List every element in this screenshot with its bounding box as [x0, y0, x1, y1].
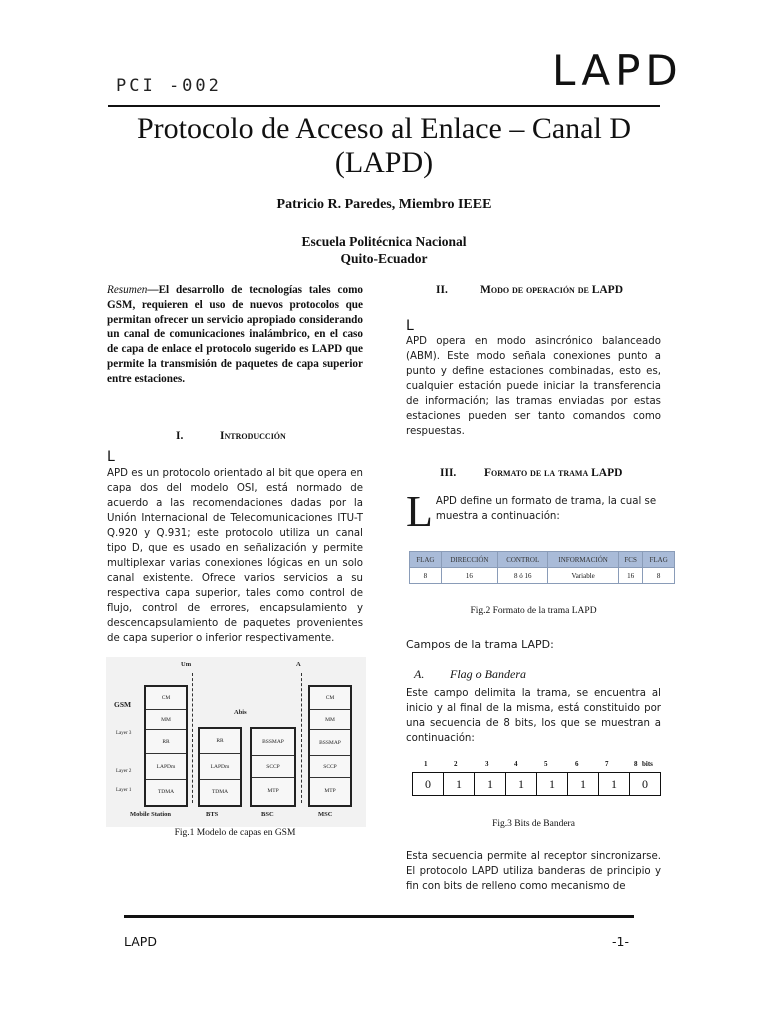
msc-mtp: MTP — [310, 777, 350, 804]
abstract — [107, 283, 363, 387]
label-a: A — [296, 661, 301, 668]
bit-position: 4 — [514, 760, 518, 768]
subsection-title: Flag o Bandera — [450, 667, 526, 681]
campos-heading: Campos de la trama LAPD: — [406, 638, 554, 651]
bit-position: 7 — [605, 760, 609, 768]
stack-bts — [198, 727, 242, 807]
header-title: LAPD — [552, 46, 683, 95]
initial-letter: L — [406, 318, 414, 334]
frame-value-cell: 8 ó 16 — [498, 568, 548, 584]
header-rule — [108, 105, 660, 107]
fig3-caption: Fig.3 Bits de Bandera — [492, 819, 575, 829]
stack-bsc — [250, 727, 296, 807]
final-paragraph: Esta secuencia permite al receptor sincronizarse. El protocolo LAPD utiliza banderas de principio y fin con bits de relleno como mecanismo de — [406, 851, 661, 892]
bit-position: 5 — [544, 760, 548, 768]
stack-msc — [308, 685, 352, 807]
divider-um — [192, 673, 193, 803]
formato-paragraph — [406, 487, 661, 536]
bts-lapdm: LAPDm — [200, 753, 240, 780]
affiliation — [100, 233, 668, 267]
abstract-label: Resumen — [107, 284, 148, 296]
label-layer3: Layer 3 — [116, 731, 132, 736]
fig2-caption: Fig.2 Formato de la trama LAPD — [470, 606, 597, 616]
flag-bits-row — [413, 773, 661, 796]
label-bts: BTS — [206, 811, 219, 818]
label-mobile-station: Mobile Station — [130, 811, 171, 818]
label-msc: MSC — [318, 811, 333, 818]
frame-format-table — [409, 551, 675, 584]
frame-table-value-row — [410, 568, 675, 584]
section-title: Formato de la trama LAPD — [484, 467, 623, 479]
bit-position: 1 — [424, 760, 428, 768]
bit-cell: 1 — [506, 773, 537, 796]
initial-letter: L — [107, 449, 115, 465]
page-number: -1- — [612, 934, 629, 949]
subsection-letter: A. — [414, 667, 425, 681]
frame-value-cell: 16 — [618, 568, 642, 584]
divider-a — [301, 673, 302, 803]
formato-text: APD define un formato de trama, la cual se muestra a continuación: — [435, 496, 657, 522]
drop-cap: L — [406, 487, 433, 536]
section-number: I. — [176, 430, 184, 442]
label-layer2: Layer 2 — [116, 769, 132, 774]
bit-position: 3 — [485, 760, 489, 768]
frame-table-header-row — [410, 552, 675, 568]
label-um: Um — [181, 661, 192, 668]
bit-position: 2 — [454, 760, 458, 768]
ms-tdma: TDMA — [146, 779, 186, 804]
abstract-text: —El desarrollo de tecnologías tales como GSM, requieren el uso de nuevos protocolos que permitan ofrecer un servicio apropiado considerando un canal de comunicaciones inalámbrico, en el caso de capa de enlace el protocolo sugerido es LAPD que permite la transmisión de paquetes de capa superior entre estaciones. — [107, 284, 363, 385]
frame-header-cell: FLAG — [410, 552, 442, 568]
section-number: III. — [440, 467, 457, 479]
paper-title-line2: (LAPD) — [334, 146, 434, 179]
bit-cell: 1 — [599, 773, 630, 796]
footer-left: LAPD — [124, 934, 157, 949]
section-heading-intro — [176, 430, 286, 442]
bts-tdma: TDMA — [200, 779, 240, 804]
subsection-a-paragraph: Este campo delimita la trama, se encuentra al inicio y al final de la misma, está constituido por una secuencia de 8 bits, los que se muestran a continuación: — [406, 688, 661, 744]
intro-paragraph: APD es un protocolo orientado al bit que opera en capa dos del modelo OSI, está normado de acuerdo a las recomendaciones dadas por la Unión Internacional de Telecomunicaciones ITU-T Q.920 y Q.931; este protocolo utiliza un canal tipo D, que es usado en señalización y permite multiplexar varias conexiones lógicas en un solo canal existente. Ofrece varios servicios a su respectiva capa superior, tales como control de flujo, control de errores, encapsulamiento y descencapsulamiento de paquetes provenientes de capa superior o inferior respectivamente. — [107, 468, 363, 644]
frame-value-cell: 16 — [441, 568, 498, 584]
section-title: Modo de operación de LAPD — [480, 284, 623, 296]
ms-rr: RR — [146, 729, 186, 754]
bit-unit: bits — [642, 760, 653, 768]
msc-sccp: SCCP — [310, 755, 350, 778]
section-heading-formato — [440, 467, 622, 479]
frame-header-cell: CONTROL — [498, 552, 548, 568]
msc-mm: MM — [310, 709, 350, 730]
frame-header-cell: INFORMACIÓN — [548, 552, 619, 568]
section-heading-modo — [436, 284, 623, 296]
paper-title-line1: Protocolo de Acceso al Enlace – Canal D — [136, 112, 631, 145]
msc-bssmap: BSSMAP — [310, 729, 350, 756]
bit-cell: 0 — [413, 773, 444, 796]
modo-paragraph: APD opera en modo asincrónico balanceado (ABM). Este modo señala conexiones punto a punto y define estaciones combinadas, esto es, cualquier estación puede iniciar la transferencia de información; las tramas enviadas por estas estaciones pueden ser tanto comandos como respuestas. — [406, 336, 661, 437]
ms-lapdm: LAPDm — [146, 753, 186, 780]
paper-title — [100, 112, 668, 180]
section-number: II. — [436, 284, 448, 296]
bts-rr: RR — [216, 738, 224, 744]
figure-gsm-layers — [106, 657, 366, 827]
subsection-a-heading — [414, 667, 526, 682]
authors: Patricio R. Paredes, Miembro IEEE — [276, 197, 492, 212]
stack-mobile-station — [144, 685, 188, 807]
label-bsc: BSC — [261, 811, 274, 818]
bit-cell: 1 — [537, 773, 568, 796]
bit-position: 6 — [575, 760, 579, 768]
flag-bits-table — [412, 772, 661, 796]
bsc-sccp: SCCP — [252, 755, 294, 778]
bit-cell: 1 — [475, 773, 506, 796]
frame-header-cell: FCS — [618, 552, 642, 568]
ms-cm: CM — [161, 695, 171, 701]
bsc-mtp: MTP — [252, 777, 294, 804]
frame-header-cell: DIRECCIÓN — [441, 552, 498, 568]
label-abis: Abis — [234, 709, 247, 716]
fig1-caption: Fig.1 Modelo de capas en GSM — [174, 828, 296, 838]
frame-header-cell: FLAG — [643, 552, 675, 568]
bsc-bssmap: BSSMAP — [262, 739, 284, 745]
affiliation-line1: Escuela Politécnica Nacional — [301, 234, 467, 249]
section-title: Introducción — [220, 430, 286, 442]
label-layer1: Layer 1 — [116, 788, 132, 793]
footer-rule — [124, 915, 634, 918]
frame-value-cell: 8 — [643, 568, 675, 584]
msc-cm: CM — [325, 695, 335, 701]
bit-cell: 1 — [568, 773, 599, 796]
header-code: PCI -002 — [116, 76, 222, 96]
bit-position: 8 — [634, 760, 638, 768]
ms-mm: MM — [146, 709, 186, 730]
label-gsm: GSM — [114, 700, 132, 709]
bit-cell: 0 — [630, 773, 661, 796]
frame-value-cell: 8 — [410, 568, 442, 584]
frame-value-cell: Variable — [548, 568, 619, 584]
bit-cell: 1 — [444, 773, 475, 796]
affiliation-line2: Quito-Ecuador — [340, 251, 428, 266]
